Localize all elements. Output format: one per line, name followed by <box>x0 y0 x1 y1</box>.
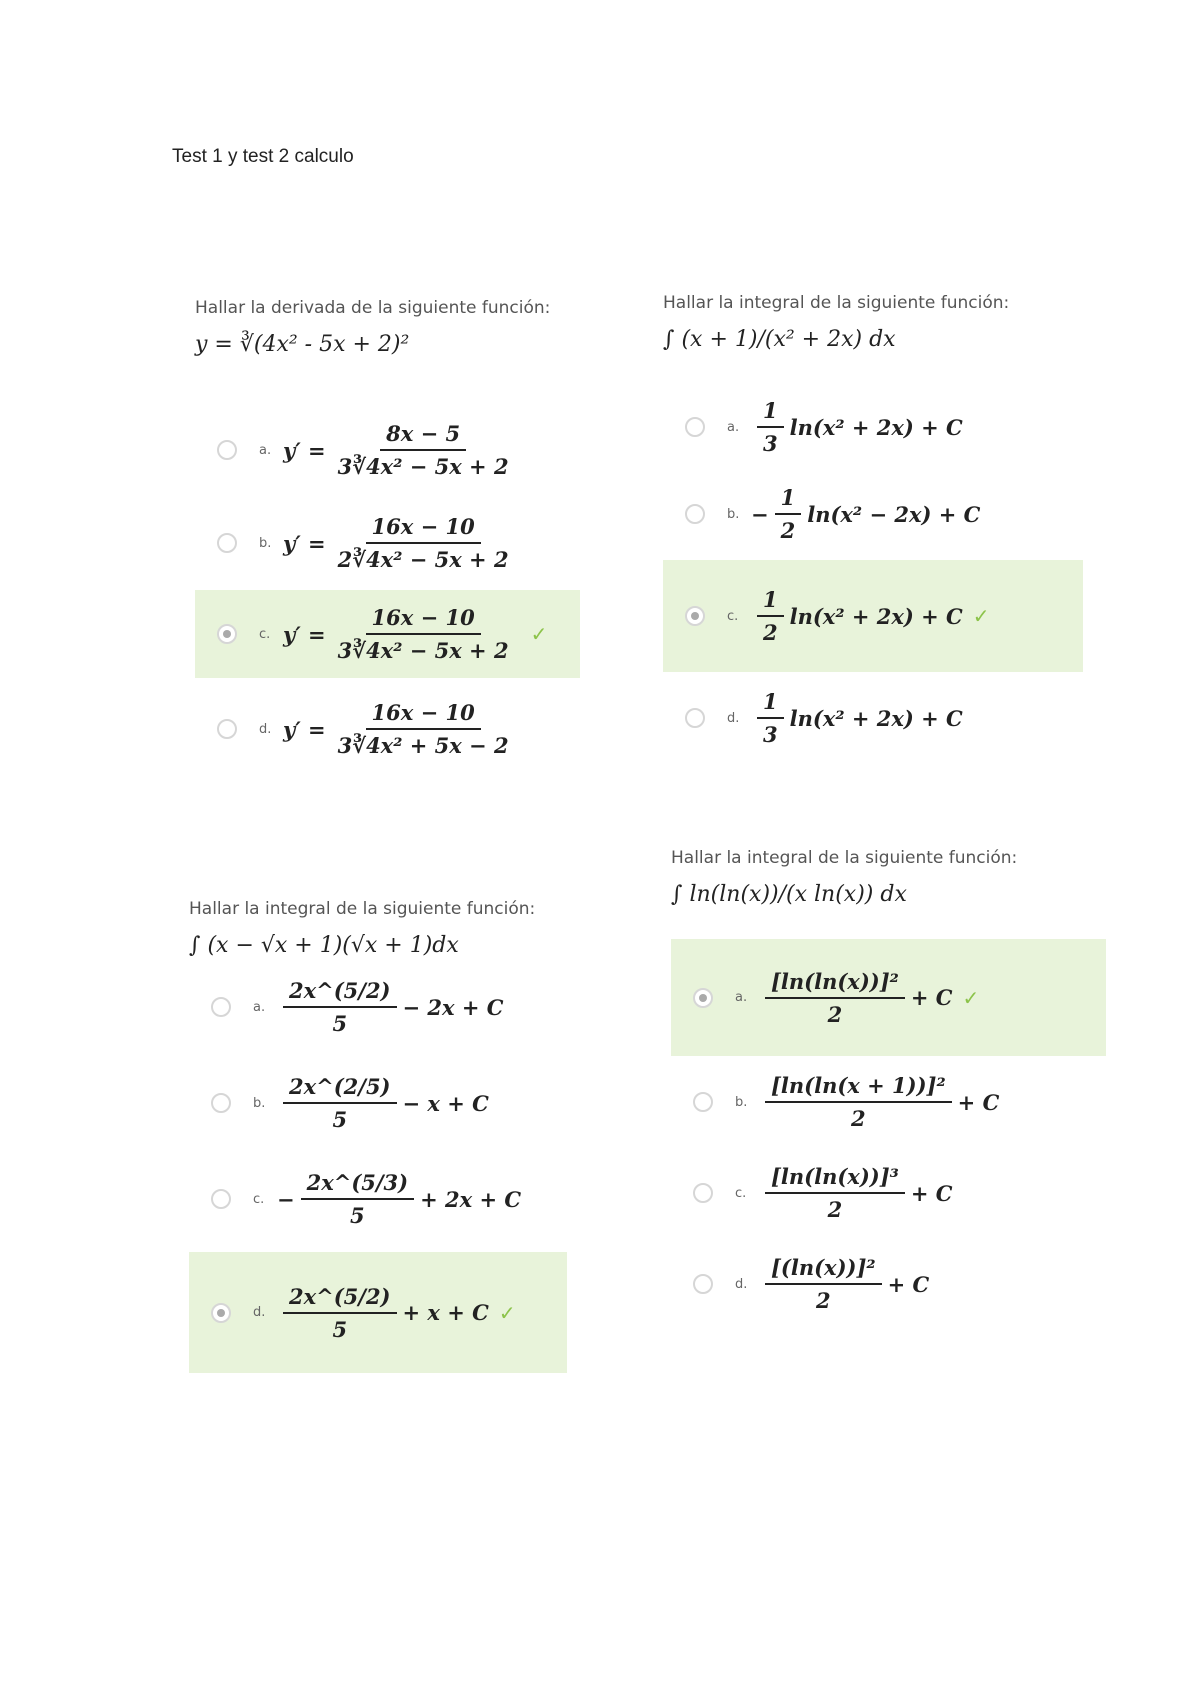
option-tail: + 2x + C <box>420 1186 522 1212</box>
option-math <box>283 514 521 572</box>
option-math <box>751 485 980 543</box>
option-fraction <box>757 587 784 645</box>
answer-option-b[interactable] <box>685 484 980 544</box>
question-4 <box>671 848 1017 907</box>
fraction-numerator: 1 <box>757 398 784 428</box>
fraction-denominator: 3∛4x² − 5x + 2 <box>337 638 509 663</box>
option-letter: a. <box>727 419 740 435</box>
option-letter: d. <box>259 721 272 737</box>
option-tail: − 2x + C <box>402 994 504 1020</box>
radio-icon[interactable] <box>211 1189 231 1209</box>
answer-option-a[interactable] <box>685 397 963 457</box>
fraction-numerator: [ln(ln(x))]² <box>765 969 905 999</box>
option-fraction <box>283 978 397 1036</box>
option-tail: ln(x² + 2x) + C <box>789 414 963 440</box>
option-letter: c. <box>253 1191 265 1207</box>
option-math <box>277 1074 489 1132</box>
fraction-numerator: 16x − 10 <box>366 605 481 635</box>
option-lhs: y′ = <box>283 530 326 556</box>
check-icon: ✓ <box>530 622 548 646</box>
option-letter: c. <box>727 608 739 624</box>
radio-icon[interactable] <box>217 719 237 739</box>
radio-icon[interactable] <box>217 624 237 644</box>
option-math <box>751 587 990 645</box>
answer-option-c[interactable] <box>663 560 1083 672</box>
option-math <box>759 1164 952 1222</box>
fraction-denominator: 3∛4x² − 5x + 2 <box>337 454 509 479</box>
option-letter: b. <box>253 1095 266 1111</box>
answer-option-d[interactable] <box>189 1252 567 1373</box>
question-formula: y = ∛(4x² - 5x + 2)² <box>195 332 410 357</box>
option-lhs: − <box>751 501 769 527</box>
answer-option-c[interactable] <box>693 1163 952 1223</box>
option-math <box>751 689 963 747</box>
option-letter: a. <box>253 999 266 1015</box>
option-math <box>751 398 963 456</box>
option-lhs: y′ = <box>283 621 326 647</box>
fraction-denominator: 5 <box>332 1011 348 1036</box>
option-fraction <box>775 485 802 543</box>
option-fraction <box>301 1170 415 1228</box>
question-formula: ∫ ln(ln(x))/(x ln(x)) dx <box>671 882 907 907</box>
question-1 <box>195 298 550 357</box>
answer-option-d[interactable] <box>217 699 521 759</box>
answer-option-d[interactable] <box>685 688 963 748</box>
option-fraction <box>757 689 784 747</box>
option-fraction <box>765 969 905 1027</box>
fraction-denominator: 3∛4x² + 5x − 2 <box>337 733 509 758</box>
option-letter: d. <box>727 710 740 726</box>
question-3 <box>189 899 535 958</box>
option-letter: c. <box>259 626 271 642</box>
fraction-denominator: 2 <box>815 1288 831 1313</box>
option-fraction <box>757 398 784 456</box>
question-formula: ∫ (x + 1)/(x² + 2x) dx <box>663 327 896 352</box>
fraction-denominator: 5 <box>350 1203 365 1228</box>
option-lhs: y′ = <box>283 716 326 742</box>
option-letter: b. <box>259 535 272 551</box>
radio-icon[interactable] <box>211 1303 231 1323</box>
answer-option-b[interactable] <box>693 1072 999 1132</box>
option-fraction <box>332 421 515 479</box>
option-tail: − x + C <box>402 1090 489 1116</box>
radio-icon[interactable] <box>685 606 705 626</box>
option-tail: + C <box>887 1271 930 1297</box>
check-icon: ✓ <box>972 604 990 628</box>
option-letter: b. <box>727 506 740 522</box>
fraction-numerator: 2x^(5/3) <box>301 1170 415 1200</box>
radio-icon[interactable] <box>211 1093 231 1113</box>
option-fraction <box>765 1073 952 1131</box>
fraction-denominator: 2 <box>763 620 778 645</box>
fraction-numerator: 16x − 10 <box>366 514 481 544</box>
answer-option-c[interactable] <box>211 1169 521 1229</box>
option-math <box>283 421 521 479</box>
fraction-numerator: 2x^(5/2) <box>283 978 397 1008</box>
radio-icon[interactable] <box>217 533 237 553</box>
fraction-denominator: 5 <box>332 1316 348 1342</box>
radio-icon[interactable] <box>685 417 705 437</box>
fraction-numerator: [ln(ln(x + 1))]² <box>765 1073 952 1103</box>
option-letter: d. <box>253 1305 266 1320</box>
radio-icon[interactable] <box>217 440 237 460</box>
answer-option-d[interactable] <box>693 1254 929 1314</box>
radio-icon[interactable] <box>211 997 231 1017</box>
question-formula: ∫ (x − √x + 1)(√x + 1)dx <box>189 933 459 958</box>
fraction-numerator: 8x − 5 <box>380 421 466 451</box>
option-letter: b. <box>735 1094 748 1110</box>
fraction-denominator: 2 <box>827 1197 843 1222</box>
option-tail: + x + C <box>402 1300 489 1325</box>
fraction-numerator: [(ln(x))]² <box>765 1255 882 1285</box>
fraction-denominator: 2 <box>851 1106 866 1131</box>
option-math <box>759 1255 929 1313</box>
option-fraction <box>765 1255 882 1313</box>
option-math <box>277 978 503 1036</box>
option-letter: c. <box>735 1185 747 1201</box>
fraction-denominator: 5 <box>332 1107 348 1132</box>
option-math <box>283 700 521 758</box>
radio-icon[interactable] <box>693 988 713 1008</box>
fraction-denominator: 3 <box>763 431 778 456</box>
option-fraction <box>332 700 515 758</box>
document-title: Test 1 y test 2 calculo <box>172 146 354 167</box>
option-lhs: y′ = <box>283 437 326 463</box>
fraction-denominator: 3 <box>763 722 778 747</box>
option-tail: ln(x² + 2x) + C <box>789 705 963 731</box>
radio-icon[interactable] <box>693 1274 713 1294</box>
fraction-denominator: 2 <box>827 1001 843 1027</box>
option-letter: a. <box>735 990 748 1005</box>
fraction-numerator: 1 <box>775 485 802 515</box>
fraction-numerator: 2x^(2/5) <box>283 1074 397 1104</box>
answer-option-b[interactable] <box>217 513 521 573</box>
fraction-denominator: 2∛4x² − 5x + 2 <box>337 547 509 572</box>
option-tail: + C <box>910 1180 953 1206</box>
fraction-numerator: 2x^(5/2) <box>283 1284 397 1314</box>
radio-icon[interactable] <box>693 1092 713 1112</box>
option-tail: ln(x² + 2x) + C <box>789 603 963 629</box>
option-tail: + C <box>957 1089 1000 1115</box>
fraction-denominator: 2 <box>780 518 796 543</box>
option-letter: d. <box>735 1276 748 1292</box>
option-math <box>759 969 979 1027</box>
option-math <box>277 1170 521 1228</box>
option-tail: ln(x² − 2x) + C <box>807 501 981 527</box>
radio-icon[interactable] <box>685 504 705 524</box>
answer-option-b[interactable] <box>211 1073 489 1133</box>
fraction-numerator: 1 <box>757 689 784 719</box>
check-icon: ✓ <box>962 985 980 1010</box>
fraction-numerator: 16x − 10 <box>366 700 481 730</box>
question-prompt: Hallar la integral de la siguiente función: <box>671 848 1018 868</box>
fraction-numerator: 1 <box>757 587 784 617</box>
option-fraction <box>332 605 515 663</box>
answer-option-a[interactable] <box>217 420 521 480</box>
question-2 <box>663 293 1009 352</box>
question-prompt: Hallar la integral de la siguiente función: <box>189 899 536 919</box>
option-letter: a. <box>259 442 272 458</box>
answer-option-a[interactable] <box>211 977 503 1037</box>
option-fraction <box>332 514 515 572</box>
option-math <box>283 605 547 663</box>
option-fraction <box>283 1284 397 1342</box>
option-math <box>277 1284 516 1342</box>
option-fraction <box>765 1164 905 1222</box>
answer-option-a[interactable] <box>671 939 1106 1056</box>
option-lhs: − <box>277 1186 295 1212</box>
question-prompt: Hallar la derivada de la siguiente función: <box>195 298 551 318</box>
option-tail: + C <box>910 985 953 1010</box>
answer-option-c[interactable] <box>195 590 580 678</box>
radio-icon[interactable] <box>685 708 705 728</box>
option-math <box>759 1073 999 1131</box>
question-prompt: Hallar la integral de la siguiente función: <box>663 293 1010 313</box>
option-fraction <box>283 1074 397 1132</box>
fraction-numerator: [ln(ln(x))]³ <box>765 1164 905 1194</box>
radio-icon[interactable] <box>693 1183 713 1203</box>
check-icon: ✓ <box>498 1300 516 1325</box>
